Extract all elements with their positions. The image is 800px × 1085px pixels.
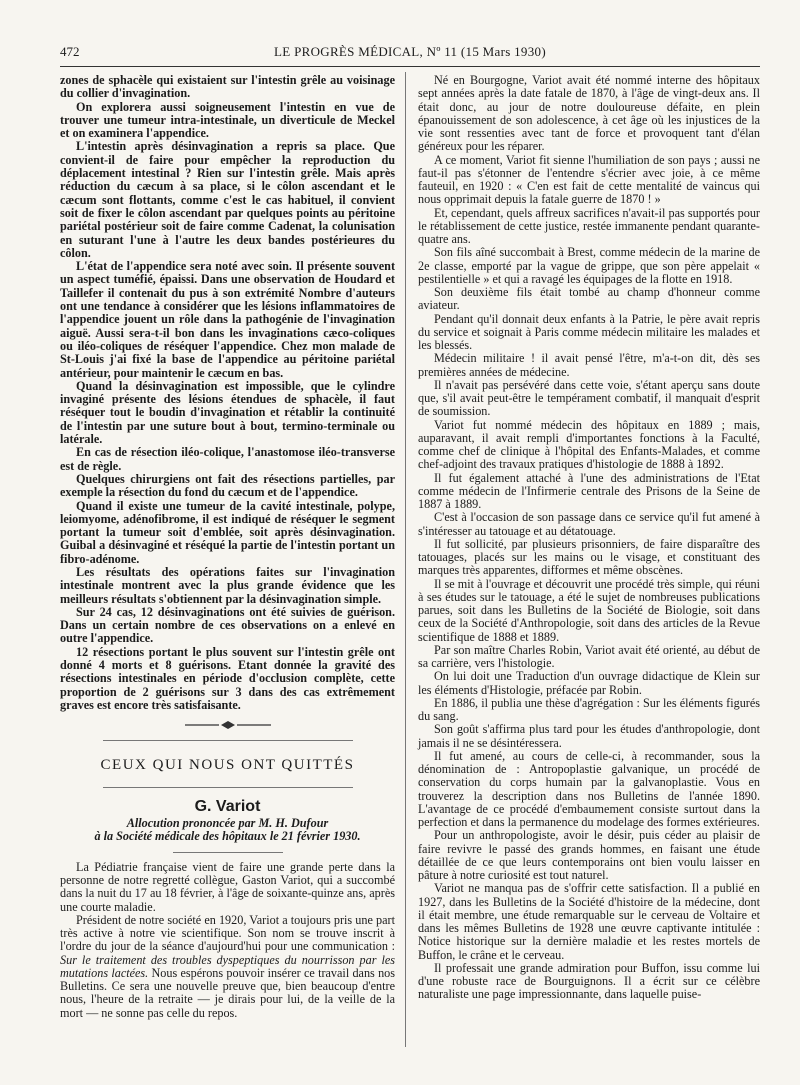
section-rule-top [103, 740, 353, 741]
paragraph: La Pédiatrie française vient de faire une grande perte dans la personne de notre regretté collègue, Gaston Variot, qui a succombé dans la nuit du 17 au 18 février, à l'âge de soixante-quinze ans, après une courte maladie. [60, 859, 395, 914]
paragraph: Il fut amené, au cours de celle-ci, à recommander, sous la dénomination de : Antropoplastie galvanique, un procédé de conservation du corps humain par la galvanoplastie. Vous en trouverez la description dans nos Bulletins de l'année 1890. L'avantage de ce procédé d'embaumement consiste surtout dans la perfection et dans la permanence du modelage des formes extérieures. [418, 748, 760, 829]
paragraph: Médecin militaire ! il avait pensé l'être, m'a-t-on dit, dès ses premières années de médecine. [418, 351, 760, 379]
paragraph: Il fut sollicité, par plusieurs prisonniers, de faire disparaître des tatouages, placés sur les mains ou le visage, et constituant des marques très apparentes, difformes et même obscènes. [418, 536, 760, 578]
paragraph: C'est à l'occasion de son passage dans ce service qu'il fut amené à s'intéresser au tatouage et au détatouage. [418, 510, 760, 538]
running-title: LE PROGRÈS MÉDICAL, Nº 11 (15 Mars 1930) [274, 44, 546, 59]
paragraph: Les résultats des opérations faites sur l'invagination intestinale montrent avec la plus grande évidence que les meilleurs résultats s'obtiennent par la désinvagination simple. [60, 564, 395, 606]
paragraph: Variot fut nommé médecin des hôpitaux en 1889 ; mais, auparavant, il avait rempli d'importantes fonctions à la Faculté, comme chef de clinique à l'hôpital des Enfants-Malades, et comme chef-adjoint des travaux pratiques d'histologie de 1888 à 1892. [418, 417, 760, 472]
obituary-text [60, 861, 395, 1020]
paragraph: Quelques chirurgiens ont fait des résections partielles, par exemple la résection du fond du cæcum et de l'appendice. [60, 471, 395, 500]
header-rule [60, 66, 760, 67]
paragraph: zones de sphacèle qui existaient sur l'intestin grêle au voisinage du collier d'invagination. [60, 73, 395, 101]
paragraph: A ce moment, Variot fit sienne l'humiliation de son pays ; aussi ne faut-il pas s'étonner de l'entendre s'écrier avec joie, à ce même fauteuil, en 1920 : « C'en est fait de cette mentalité de vaincus qui nous opprimait depuis la fatale guerre de 1870 ! » [418, 152, 760, 207]
paragraph: L'intestin après désinvagination a repris sa place. Que convient-il de faire pour empêcher la reproduction du déplacement intestinal ? Rien sur l'intestin grêle. Mais après réduction du cæcum à sa place, si le côlon ascendant et le cæcum sont flottants, comme c'est le cas habituel, il convient soit de fixer le côlon ascendant par quelques points au péritoine pariétal postérieur soit de faire comme Cadenat, la colunisation en suturant l'une à l'autre les deux bandes postérieures du côlon. [60, 139, 395, 260]
article-title: G. Variot [194, 797, 261, 815]
page-number: 472 [60, 44, 80, 59]
running-header [60, 44, 760, 64]
paragraph: Son goût s'affirma plus tard pour les études d'anthropologie, dont jamais il ne se désintéressera. [418, 722, 760, 750]
paragraph: Sur 24 cas, 12 désinvaginations ont été suivies de guérison. Dans un certain nombre de ces observations on a enlevé en outre l'appendice. [60, 604, 395, 646]
right-column [418, 74, 760, 1002]
paragraph: Son deuxième fils était tombé au champ d'honneur comme aviateur. [418, 285, 760, 313]
byline-line-1: Allocution prononcée par M. H. Dufour [126, 815, 329, 830]
paragraph: Il fut également attaché à l'une des administrations de l'Etat comme médecin de l'Infirmerie centrale des Prisons de la Seine de 1887 à 1889. [418, 470, 760, 511]
paragraph: Quand la désinvagination est impossible, que le cylindre invaginé présente des lésions étendues de sphacèle, il faut réséquer tout le boudin d'invagination et rétablir la continuité de l'intestin par une suture bout à bout, termino-terminale ou latérale. [60, 378, 395, 447]
paragraph: Il professait une grande admiration pour Buffon, issu comme lui d'une robuste race de Bourguignons. Il a écrit sur ce célèbre naturaliste une page impressionnante, dans laquelle puise- [418, 960, 760, 1002]
paragraph: L'état de l'appendice sera noté avec soin. Il présente souvent un aspect tuméfié, épaissi. Dans une observation de Houdard et Taillefer il contenait du pus à son extrémité Nombre d'auteurs ont une tendance à considérer que les lésions inflammatoires de l'appendice jouent un rôle dans la pathogénie de l'invagination aiguë. Aussi sera-t-il bon dans les invaginations cæco-coliques ou iléo-coliques de réséquer l'appendice. Chez mon malade de St-Louis j'ai fixé la base de l'appendice au péritoine pariétal antérieur, pour maintenir le cæcum en bas. [60, 259, 395, 380]
paragraph: En 1886, il publia une thèse d'agrégation : Sur les éléments figurés du sang. [418, 695, 760, 723]
paragraph: Né en Bourgogne, Variot avait été nommé interne des hôpitaux sept années après la date fatale de 1870, à l'âge de vingt-deux ans. Il était donc, au jour de notre douloureuse défaite, en plein épanouissement de son adolescence, à cet âge où les injustices de la vie sont ressenties avec tant de force et provoquent tant d'élan généreux pour les réparer. [418, 73, 760, 154]
paragraph: En cas de résection iléo-colique, l'anastomose iléo-transverse est de règle. [60, 445, 395, 473]
text-run: Nous espérons pouvoir insérer ce travail dans nos Bulletins. Ce sera une nouvelle preuve que, bien beaucoup d'entre nous, l'heure de la retraite — je dirais pour lui, de la veille de la mort — ne sonne pas celle du repos. [60, 965, 395, 1020]
paragraph: Variot ne manqua pas de s'offrir cette satisfaction. Il a publié en 1927, dans les Bulletins de la Société d'histoire de la médecine, dont il était membre, une étude remarquable sur le cerveau de Voltaire et dans les mêmes Bulletins de 1928 une œuvre captivante intitulée : Notice historique sur la dernière maladie et les restes mortels de Buffon, le crâne et le cerveau. [418, 881, 760, 962]
section-title: CEUX QUI NOUS ONT QUITTÉS [100, 757, 355, 774]
paragraph: Son fils aîné succombait à Brest, comme médecin de la marine de 2e classe, emporté par la vague de grippe, que son père appelait « pestilentielle » et qui a ravagé les équipages de la flotte en 1918. [418, 245, 760, 286]
paragraph: Et, cependant, quels affreux sacrifices n'avait-il pas supportés pour le rétablissement de cette justice, restée immanente pendant quarante-quatre ans. [418, 205, 760, 246]
text-run: Président de notre société en 1920, Variot a toujours pris une part très active à notre vie scientifique. Son nom se trouve inscrit à l'ordre du jour de la séance d'aujourd'hui pour une communication : [60, 912, 395, 954]
paragraph: Il n'avait pas persévéré dans cette voie, s'étant aperçu sans doute que, s'il avait peut-être le tempérament combatif, il manquait d'esprit de soumission. [418, 377, 760, 419]
communication-title: Sur le traitement des troubles dyspeptiques du nourrisson par les mutations lactées. [60, 952, 395, 980]
paragraph: Pour un anthropologiste, avoir le désir, puis céder au plaisir de faire revivre le passé des grands hommes, en faisant une étude détaillée de ce que leurs contemporains ont bien voulu laisser en pâture à notre curiosité est tout naturel. [418, 828, 760, 882]
paragraph: Par son maître Charles Robin, Variot avait été orienté, au début de sa carrière, vers l'histologie. [418, 642, 760, 670]
paragraph: 12 résections portant le plus souvent sur l'intestin grêle ont donné 4 morts et 8 guérisons. Etant donnée la gravité des résections intestinales en période d'occlusion complète, cette proportion de 2 guérisons sur 3 dans des cas extrêmement graves est encore très satisfaisante. [60, 644, 395, 712]
paragraph: Il se mit à l'ouvrage et découvrit une procédé très simple, qui réuni à ses études sur le tatouage, a été le sujet de nombreuses publications parues, soit dans les Bulletins de la Société de Biologie, soit dans ceux de la Société d'Anthropologie, soit dans des articles de la Revue scientifique de 1888 et 1889. [418, 576, 760, 644]
paragraph: Pendant qu'il donnait deux enfants à la Patrie, le père avait repris du service et soignait à Paris comme médecin militaire les malades et les blessés. [418, 311, 760, 352]
paragraph: On lui doit une Traduction d'un ouvrage didactique de Klein sur les éléments d'Histologie, préfacée par Robin. [418, 669, 760, 697]
paragraph: On explorera aussi soigneusement l'intestin en vue de trouver une tumeur intra-intestinale, un diverticule de Meckel et on examinera l'appendice. [60, 99, 395, 141]
column-divider [405, 72, 406, 1047]
left-column [60, 74, 395, 1020]
section-rule-bottom [103, 787, 353, 788]
paragraph [60, 914, 395, 1020]
ornament-divider [183, 720, 273, 730]
byline-line-2: à la Société médicale des hôpitaux le 21 février 1930. [94, 829, 361, 844]
byline-rule [173, 852, 283, 853]
surgical-text [60, 74, 395, 712]
paragraph: Quand il existe une tumeur de la cavité intestinale, polype, leiomyome, adénofibrome, il est indiqué de réséquer le segment portant la tumeur soit d'emblée, soit après désinvagination. Guibal a désinvaginé et réséqué la partie de l'intestin portant un fibro-adénome. [60, 498, 395, 566]
